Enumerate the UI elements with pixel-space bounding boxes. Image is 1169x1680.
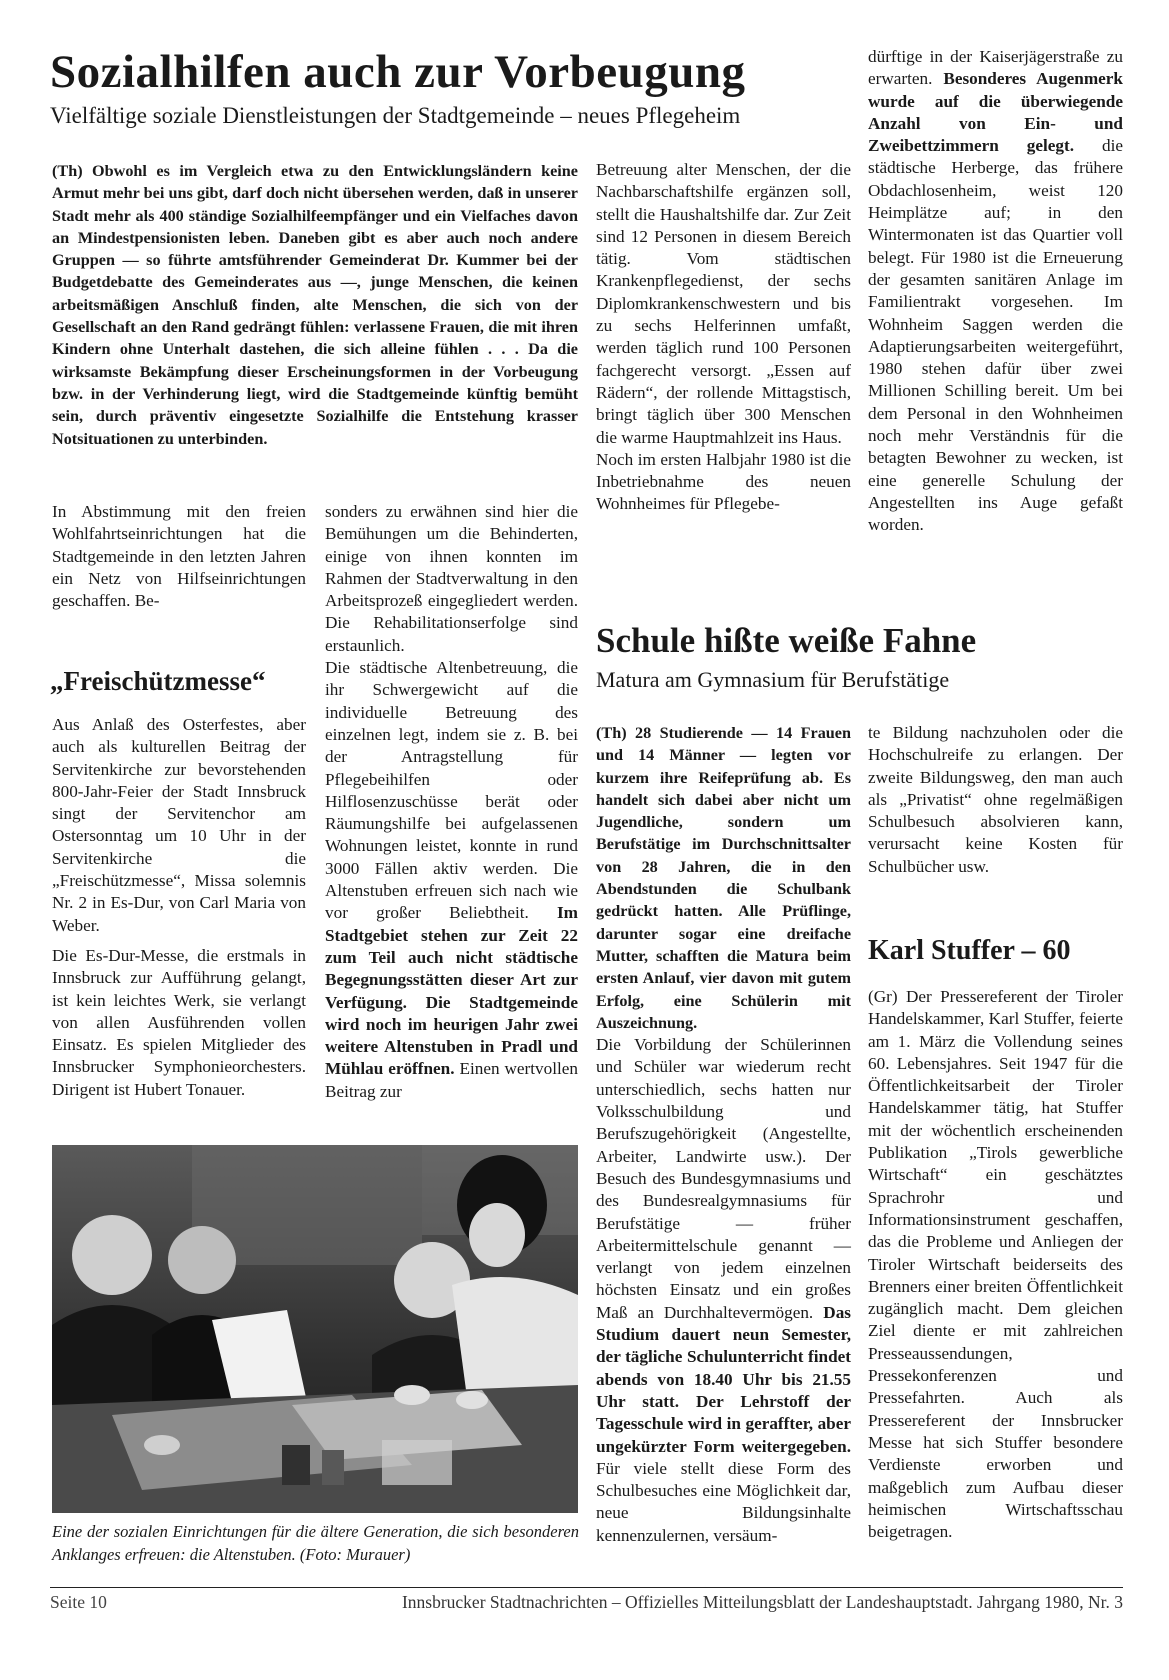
photo-caption: Eine der sozialen Einrichtungen für die ältere Generation, die sich besonderen Anklanges erfreuen: die Altenstuben. (Foto: Murauer) xyxy=(52,1522,579,1564)
article-paragraph: Betreuung alter Menschen, der die Nachbarschaftshilfe ergänzen soll, stellt die Haushaltshilfe dar. Zur Zeit sind 12 Personen in diesem Bereich tätig. Vom städtischen Krankenpflegedienst, der sechs Diplomkrankenschwestern und bis zu sechs Helferinnen umfaßt, werden täglich rund 100 Personen fachgerecht versorgt. „Essen auf Rädern“, der rollende Mittagstisch, bringt täglich über 300 Menschen die warme Hauptmahlzeit ins Haus. xyxy=(596,160,851,447)
publication-line: Innsbrucker Stadtnachrichten – Offizielles Mitteilungsblatt der Landeshauptstadt. Jahrgang 1980, Nr. 3 xyxy=(401,1592,1123,1612)
section-heading: „Freischützmesse“ xyxy=(50,666,266,696)
article-paragraph xyxy=(325,657,578,1103)
article-paragraph: (Gr) Der Pressereferent der Tiroler Handelskammer, Karl Stuffer, feierte am 1. März die Vollendung seines 60. Lebensjahres. Seit 1947 für die Öffentlichkeitsarbeit der Tiroler Handelskammer tätig, hat Stuffer mit der wöchentlich erscheinenden Publikation „Tirols gewerbliche Wirtschaft“ ein geschätztes Sprachrohr und Informationsinstrument geschaffen, das die Probleme und Anliegen der Tiroler Wirtschaft beiderseits des Brenners einer breiten Öffentlichkeit zugänglich macht. Dem gleichen Ziel diente er mit zahlreichen Presseaussendungen, Pressekonferenzen und Pressefahrten. Auch als Pressereferent der Innsbrucker Messe hat sich Stuffer besondere Verdienste erworben und maßgeblich zum Aufbau dieser heimischen Wirtschaftsschau beigetragen. xyxy=(868,987,1123,1542)
paragraph-bold-text: Im Stadtgebiet stehen zur Zeit 22 zum Teil auch nicht städtische Begegnungsstätten dieser Art zur Verfügung. Die Stadtgemeinde wird noch im heurigen Jahr zwei weitere Altenstuben in Pradl und Mühlau eröffnen. xyxy=(325,903,578,1079)
article-paragraph: Die Es-Dur-Messe, die erstmals in Innsbruck zur Aufführung gelangt, ist kein leichtes Werk, sie verlangt von allen Ausführenden vollen Einsatz. Es spielen Mitglieder des Innsbrucker Symphonieorchesters. Dirigent ist Hubert Tonauer. xyxy=(52,946,306,1099)
paragraph-text: Für viele stellt diese Form des Schulbesuches eine Möglichkeit dar, neue Bildungsinhalte kennenzulernen, versäum- xyxy=(596,1458,851,1545)
article-column xyxy=(596,159,851,516)
article-paragraph: te Bildung nachzuholen oder die Hochschulreife zu erlangen. Der zweite Bildungsweg, den man auch als „Privatist“ ohne regelmäßigen Schulbesuch absolvieren kann, verursacht keine Kosten für Schulbücher usw. xyxy=(868,723,1123,876)
article-lead: (Th) 28 Studierende — 14 Frauen und 14 Männer — legten vor kurzem ihre Reifeprüfung ab. Es handelt sich dabei aber nicht um Jugendliche, sondern um Berufstätige im Durchschnittsalter von 28 Jahren, die in den Abendstunden die Schulbank gedrückt hatten. Alle Prüflinge, darunter sogar eine dreifache Mutter, schafften die Matura beim ersten Anlauf, vier davon mit gutem Erfolg, eine Schülerin mit Auszeichnung. xyxy=(596,724,851,1032)
article-paragraph: Noch im ersten Halbjahr 1980 ist die Inbetriebnahme des neuen Wohnheimes für Pflegebe- xyxy=(596,449,851,514)
paragraph-text: Einen wertvollen Beitrag zur xyxy=(325,1059,579,1101)
article-column xyxy=(868,46,1123,537)
article-paragraph: sonders zu erwähnen sind hier die Bemühungen um die Behinderten, einige von ihnen konnten im Rahmen der Stadtverwaltung in den Arbeitsprozeß eingegliedert werden. Die Rehabilitationserfolge sind erstaunlich. xyxy=(325,502,578,655)
article-title: Sozialhilfen auch zur Vorbeugung xyxy=(50,46,746,98)
page-number: Seite 10 xyxy=(50,1592,107,1612)
paragraph-bold-text: Das Studium dauert neun Semester, der tägliche Schulunterricht findet abends von 18.40 Uhr bis 21.55 Uhr statt. Der Lehrstoff der Tagesschule wird in geraffter, aber ungekürzter Form weitergegeben. xyxy=(596,1302,851,1456)
article-column xyxy=(596,722,851,1547)
section-heading: Schule hißte weiße Fahne xyxy=(596,621,977,660)
article-paragraph xyxy=(596,1034,851,1547)
paragraph-text: die städtische Herberge, das frühere Obdachlosenheim, weist 120 Heimplätze auf; in den Wintermonaten ist das Quartier voll belegt. Für 1980 ist die Erneuerung der gesamten sanitären Anlage im Familientrakt vorgesehen. Im Wohnheim Saggen werden die Adaptierungsarbeiten weitergeführt, 1980 stehen dafür über zwei Millionen Schilling bereit. Um bei dem Personal in den Wohnheimen noch mehr Verständnis für die betagten Bewohner zu wecken, ist eine generelle Schulung der Angestellten ins Auge gefaßt worden. xyxy=(868,136,1124,535)
article-column xyxy=(325,501,578,1103)
paragraph-text: Die Vorbildung der Schülerinnen und Schüler war wiederum recht unterschiedlich, sechs hatten nur Volksschulbildung und Berufszugehörigkeit (Angestellte, Arbeiter, Landwirte usw.). Der Besuch des Bundesgymnasiums und des Bundesrealgymnasiums für Berufstätige — früher Arbeitermittelschule genannt — verlangt von jedem einzelnen höchsten Einsatz und ein großes Maß an Durchhaltevermögen. xyxy=(596,1035,851,1322)
section-subtitle: Matura am Gymnasium für Berufstätige xyxy=(596,667,950,692)
article-lead: (Th) Obwohl es im Vergleich etwa zu den Entwicklungsländern keine Armut mehr bei uns gibt, darf doch nicht übersehen werden, daß in unserer Stadt mehr als 400 ständige Sozialhilfeempfänger und ein Vielfaches davon an Mindestpensionisten leben. Daneben gibt es aber auch noch andere Gruppen — so führte amtsführender Gemeinderat Dr. Kummer bei der Budgetdebatte des Gemeinderates aus —, junge Menschen, die keinen arbeitsmäßigen Anschluß finden, alte Menschen, die sich von der Gesellschaft an den Rand gedrängt fühlen: verlassene Frauen, die mit ihren Kindern ohne Unterhalt dastehen, die sich alleine fühlen . . . Da die wirksamste Bekämpfung dieser Erscheinungsformen in der Vorbeugung bzw. in der Verhinderung liegt, wird die Stadtgemeinde künftig bemüht sein, durch präventiv eingesetzte Sozialhilfe die Entstehung krasser Notsituationen zu unterbinden. xyxy=(52,162,578,448)
paragraph-text: dürftige in der Kaiserjägerstraße zu erwarten. xyxy=(868,47,1123,89)
photo-illustration xyxy=(52,1145,578,1513)
article-subtitle: Vielfältige soziale Dienstleistungen der Stadtgemeinde – neues Pflegeheim xyxy=(50,103,741,128)
paragraph-bold-text: Besonderes Augenmerk wurde auf die überwiegende Anzahl von Ein- und Zweibettzimmern gelegt. xyxy=(868,69,1123,156)
article-paragraph: In Abstimmung mit den freien Wohlfahrtseinrichtungen hat die Stadtgemeinde in den letzten Jahren ein Netz von Hilfseinrichtungen geschaffen. Be- xyxy=(52,502,306,611)
article-paragraph xyxy=(868,46,1123,537)
footer-rule xyxy=(50,1587,1123,1588)
article-paragraph: Aus Anlaß des Osterfestes, aber auch als kulturellen Beitrag der Servitenkirche zur bevorstehenden 800-Jahr-Feier der Stadt Innsbruck singt der Servitenchor am Ostersonntag um 10 Uhr in der Servitenkirche die „Freischützmesse“, Missa solemnis Nr. 2 in Es-Dur, von Carl Maria von Weber. xyxy=(52,715,306,935)
altenstube-photo xyxy=(52,1145,578,1513)
section-heading: Karl Stuffer – 60 xyxy=(868,935,1071,966)
paragraph-text: Die städtische Altenbetreuung, die ihr Schwergewicht auf die individuelle Betreuung des einzelnen legt, indem sie z. B. bei der Antragstellung für Pflegebeihilfen oder Hilflosenzuschüsse berät oder Räumungshilfe bei aufgelassenen Wohnungen leistet, konnte in rund 3000 Fällen aktiv werden. Die Altenstuben erfreuen sich nach wie vor großer Beliebtheit. xyxy=(325,658,578,923)
